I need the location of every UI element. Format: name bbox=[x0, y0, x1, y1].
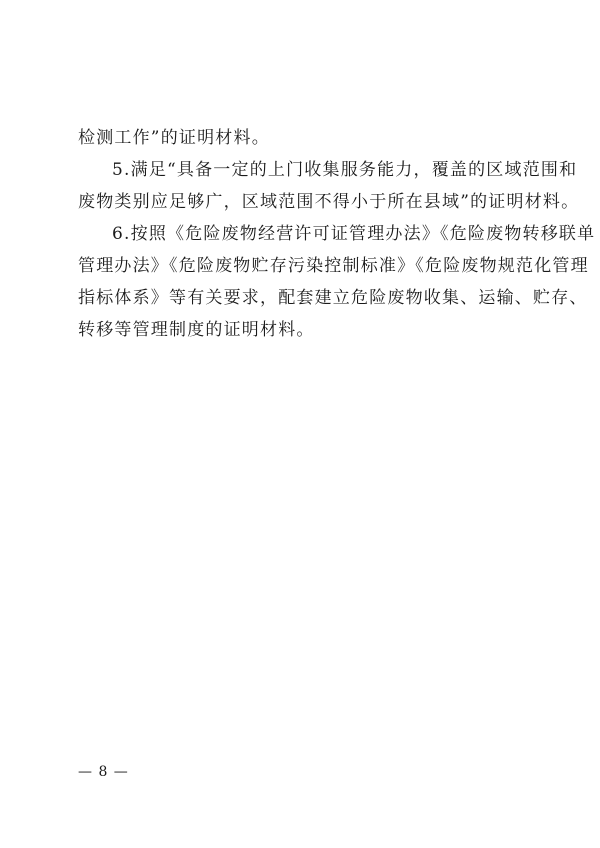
paragraph-continuation-line: 检测工作”的证明材料。 bbox=[78, 128, 270, 148]
item-6-line-4: 转移等管理制度的证明材料。 bbox=[78, 320, 315, 340]
page-number: — 8 — bbox=[78, 764, 129, 780]
item-5-line-2: 废物类别应足够广，区域范围不得小于所在县域”的证明材料。 bbox=[78, 192, 580, 212]
item-6-line-1: 6.按照《危险废物经营许可证管理办法》《危险废物转移联单 bbox=[112, 224, 596, 244]
item-6-line-2: 管理办法》《危险废物贮存污染控制标准》《危险废物规范化管理 bbox=[78, 256, 589, 276]
item-6-line-3: 指标体系》等有关要求，配套建立危险废物收集、运输、贮存、 bbox=[78, 288, 588, 308]
item-5-line-1: 5.满足“具备一定的上门收集服务能力，覆盖的区域范围和 bbox=[112, 160, 578, 180]
document-body bbox=[78, 122, 596, 346]
